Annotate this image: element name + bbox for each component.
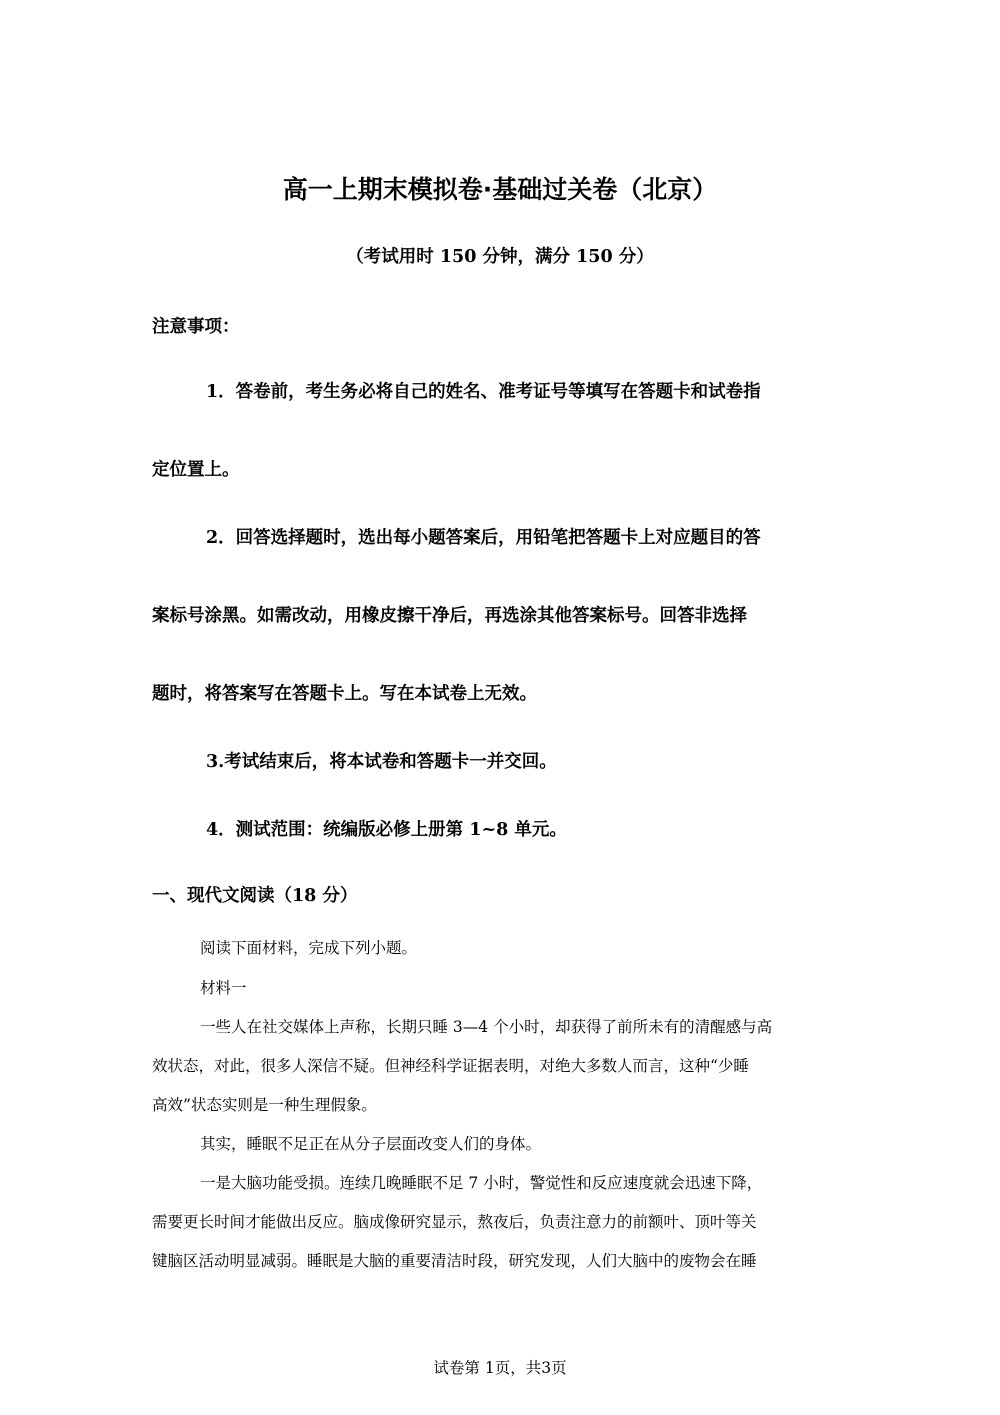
page-title: 高一上期末模拟卷·基础过关卷（北京） — [282, 175, 718, 204]
notice-item-1: 1．答卷前，考生务必将自己的姓名、准考证号等填写在答题卡和试卷指 — [206, 382, 761, 402]
paragraph-line: 其实，睡眠不足正在从分子层面改变人们的身体。 — [200, 1135, 542, 1153]
notice-item-2-cont: 案标号涂黑。如需改动，用橡皮擦干净后，再选涂其他答案标号。回答非选择 — [152, 606, 747, 626]
notice-item-4: 4．测试范围：统编版必修上册第 1~8 单元。 — [206, 820, 567, 840]
paragraph-line: 一是大脑功能受损。连续几晚睡眠不足 7 小时，警觉性和反应速度就会迅速下降， — [200, 1174, 763, 1192]
reading-instruction: 阅读下面材料，完成下列小题。 — [200, 939, 418, 957]
paragraph-line: 一些人在社交媒体上声称，长期只睡 3—4 个小时，却获得了前所未有的清醒感与高 — [200, 1018, 773, 1036]
exam-info: （考试用时 150 分钟，满分 150 分） — [346, 247, 654, 267]
notice-heading: 注意事项： — [152, 317, 240, 337]
section-heading: 一、现代文阅读（18 分） — [152, 886, 358, 906]
paragraph-line: 键脑区活动明显减弱。睡眠是大脑的重要清洁时段，研究发现，人们大脑中的废物会在睡 — [152, 1252, 757, 1270]
notice-item-3: 3.考试结束后，将本试卷和答题卡一并交回。 — [206, 752, 557, 772]
paragraph-line: 效状态，对此，很多人深信不疑。但神经科学证据表明，对绝大多数人而言，这种“少睡 — [152, 1057, 749, 1075]
material-label: 材料一 — [200, 979, 247, 997]
paragraph-line: 高效”状态实则是一种生理假象。 — [152, 1096, 377, 1114]
notice-item-2-cont-2: 题时，将答案写在答题卡上。写在本试卷上无效。 — [152, 684, 537, 704]
page-footer: 试卷第 1页，共3页 — [433, 1359, 567, 1377]
notice-item-2: 2．回答选择题时，选出每小题答案后，用铅笔把答题卡上对应题目的答 — [206, 528, 761, 548]
paragraph-line: 需要更长时间才能做出反应。脑成像研究显示，熬夜后，负责注意力的前额叶、顶叶等关 — [152, 1213, 757, 1231]
notice-item-1-cont: 定位置上。 — [152, 460, 240, 480]
